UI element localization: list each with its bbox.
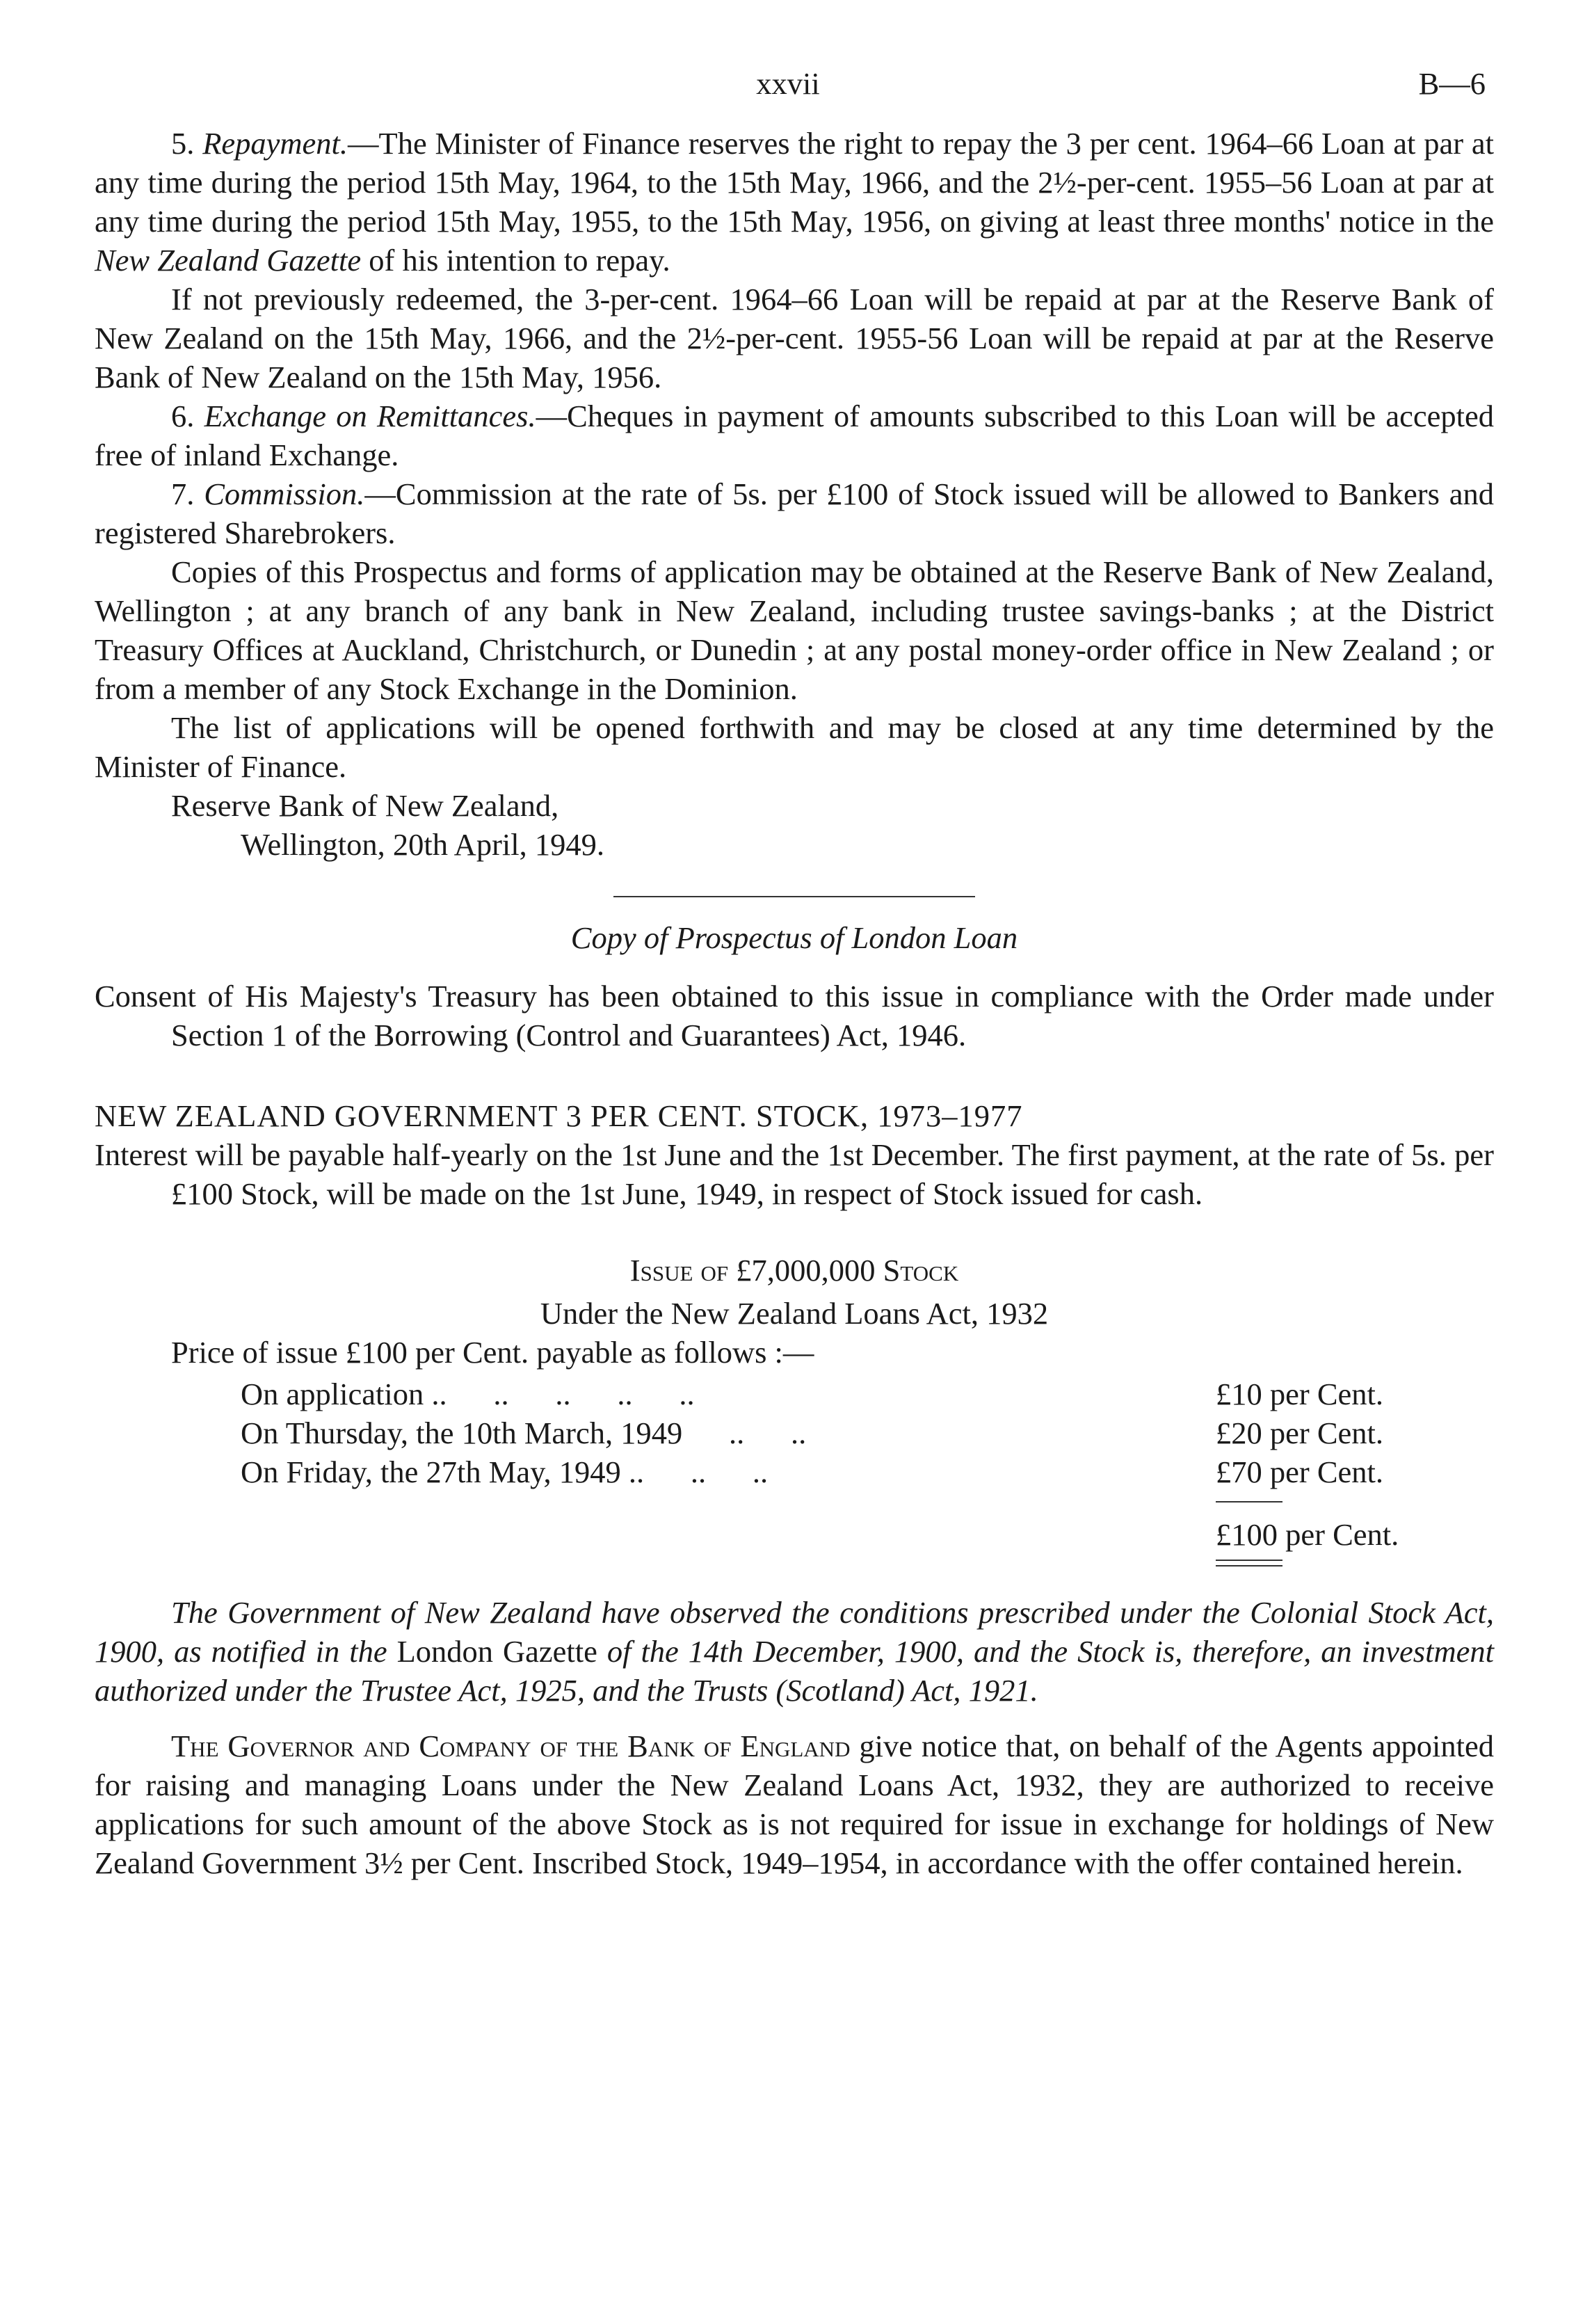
governor-text: give notice that, on behalf of the Agents appointed for raising and managing Loans under the New Zealand Loans Act, 1932, they are authorized to receive applications for such amount of the above Stock as is not required for issue in exchange for holdings of New Zealand Government 3½ per Cent. Inscribed Stock, 1949–1954, in accordance with the offer contained herein.	[95, 1729, 1494, 1880]
document-reference: B—6	[1418, 66, 1486, 101]
schedule-total-row	[241, 1515, 1451, 1554]
price-line: Price of issue £100 per Cent. payable as follows :—	[171, 1335, 814, 1370]
payment-schedule	[241, 1375, 1451, 1575]
commission-heading: Commission.	[204, 476, 365, 511]
repayment-tail: of his intention to repay.	[361, 243, 670, 278]
section-number-6: 6.	[171, 399, 195, 433]
schedule-total: £100 per Cent.	[1216, 1517, 1399, 1552]
schedule-label: On Friday, the 27th May, 1949 .. .. ..	[241, 1454, 769, 1489]
section-divider	[613, 896, 975, 897]
double-rule-bottom	[1216, 1565, 1282, 1566]
trustee-text-a: The Government of New Zealand have observed the conditions prescribed under the Colonial Stock Act, 1900, as notified in the	[95, 1595, 1494, 1669]
page-header	[90, 64, 1486, 106]
london-gazette: London Gazette	[396, 1634, 597, 1669]
schedule-amount: £10 per Cent.	[1216, 1377, 1383, 1411]
schedule-row	[241, 1413, 1451, 1452]
repayment-heading: Repayment.	[202, 126, 348, 161]
signature-line-1: Reserve Bank of New Zealand,	[171, 788, 559, 823]
london-heading	[95, 918, 1494, 957]
page-number: xxvii	[756, 66, 820, 101]
trustee-paragraph	[95, 1593, 1494, 1710]
schedule-row	[241, 1375, 1451, 1413]
schedule-label: On Thursday, the 10th March, 1949 .. ..	[241, 1416, 807, 1450]
consent-paragraph: Consent of His Majesty's Treasury has been obtained to this issue in compliance with the Order made under Section 1 of the Borrowing (Control and Guarantees) Act, 1946.	[95, 979, 1494, 1052]
issue-title: Issue of £7,000,000 Stock	[629, 1253, 959, 1288]
exchange-paragraph	[95, 396, 1494, 474]
repayment-paragraph	[95, 124, 1494, 280]
commission-text: —Commission at the rate of 5s. per £100 of Stock issued will be allowed to Bankers and registered Sharebrokers.	[95, 476, 1495, 550]
london-heading-text: Copy of Prospectus of London Loan	[570, 920, 1018, 955]
governor-paragraph	[95, 1726, 1494, 1882]
schedule-amount: £70 per Cent.	[1216, 1454, 1383, 1489]
schedule-label: On application .. .. .. .. ..	[241, 1377, 695, 1411]
gazette-title: New Zealand Gazette	[95, 243, 362, 278]
exchange-heading: Exchange on Remittances.	[204, 399, 536, 433]
schedule-amount: £20 per Cent.	[1216, 1416, 1383, 1450]
section-number-5: 5.	[171, 126, 195, 161]
signature-line-2: Wellington, 20th April, 1949.	[241, 827, 604, 862]
list-paragraph: The list of applications will be opened forthwith and may be closed at any time determined by the Minister of Finance.	[95, 710, 1494, 784]
trustee-text-b: of the 14th December, 1900, and the Stock is, therefore, an investment authorized under the Trustee Act, 1925, and the Trusts (Scotland) Act, 1921.	[95, 1634, 1494, 1708]
exchange-text: —Cheques in payment of amounts subscribed to this Loan will be accepted free of inland Exchange.	[95, 399, 1495, 472]
governor-caps: The Governor and Company of the Bank of England	[171, 1729, 851, 1763]
sum-rule-row	[241, 1491, 1451, 1515]
double-rule-row	[241, 1554, 1451, 1575]
repayment-text: —The Minister of Finance reserves the right to repay the 3 per cent. 1964–66 Loan at par at any time during the period 15th May, 1964, to the 15th May, 1966, and the 2½-per-cent. 1955–56 Loan at par at any time during the period 15th May, 1955, to the 15th May, 1956, on giving at least three months' notice in the	[95, 126, 1494, 239]
issue-act: Under the New Zealand Loans Act, 1932	[540, 1296, 1049, 1331]
commission-paragraph	[95, 474, 1494, 552]
page-content	[95, 124, 1494, 1882]
stock-title: NEW ZEALAND GOVERNMENT 3 PER CENT. STOCK, 1973–1977	[95, 1098, 1023, 1133]
redemption-paragraph: If not previously redeemed, the 3-per-cent. 1964–66 Loan will be repaid at par at the Reserve Bank of New Zealand on the 15th May, 1966, and the 2½-per-cent. 1955-56 Loan will be repaid at par at the Reserve Bank of New Zealand on the 15th May, 1956.	[95, 282, 1494, 394]
copies-paragraph: Copies of this Prospectus and forms of application may be obtained at the Reserve Bank of New Zealand, Wellington ; at any branch of any bank in New Zealand, including trustee savings-banks ; at the District Treasury Offices at Auckland, Christchurch, or Dunedin ; at any postal money-order office in New Zealand ; or from a member of any Stock Exchange in the Dominion.	[95, 554, 1494, 706]
interest-paragraph: Interest will be payable half-yearly on the 1st June and the 1st December. The first payment, at the rate of 5s. per £100 Stock, will be made on the 1st June, 1949, in respect of Stock issued for cash.	[95, 1137, 1494, 1211]
schedule-row	[241, 1452, 1451, 1491]
section-number-7: 7.	[171, 476, 195, 511]
double-rule-top	[1216, 1560, 1282, 1561]
sum-rule	[1216, 1501, 1282, 1502]
